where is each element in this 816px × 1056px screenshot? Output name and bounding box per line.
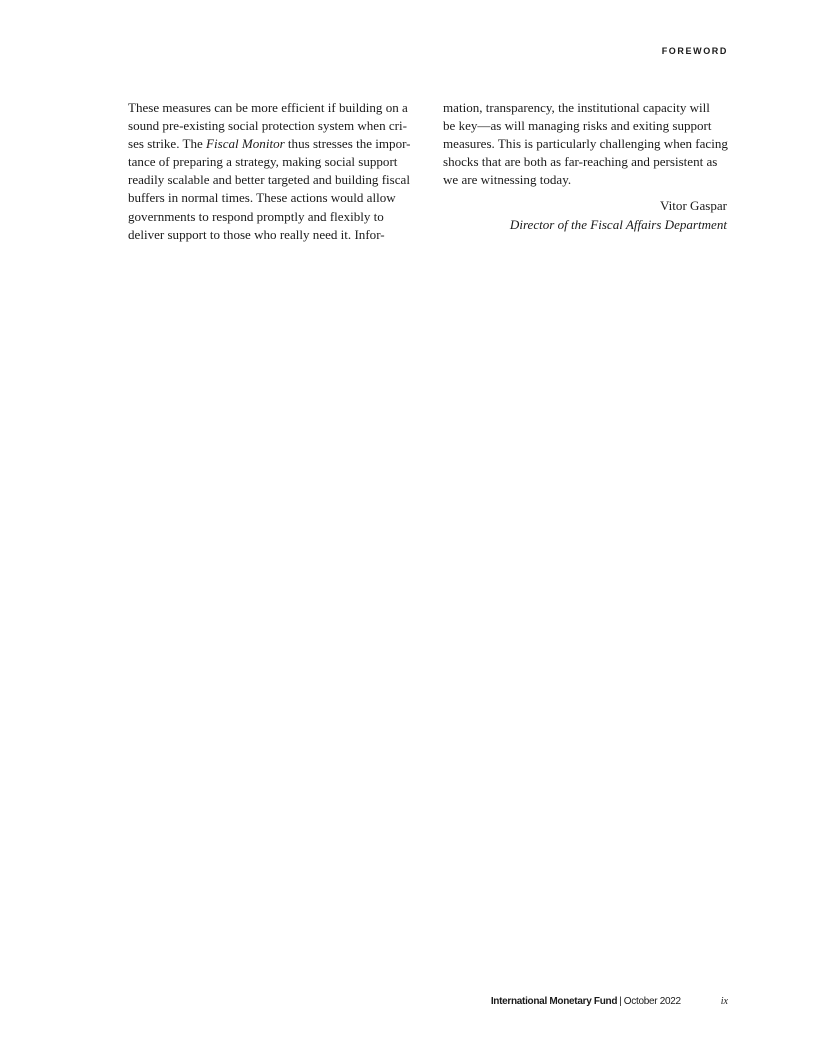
footer-date: October 2022 [623,996,681,1007]
page-number: ix [720,996,728,1007]
footer-organization: International Monetary Fund [490,996,618,1007]
signatory-name: Vitor Gaspar [660,198,727,214]
text-line [128,135,412,153]
text-line: governments to respond promptly and flexibly to [128,208,384,224]
text-line: mation, transparency, the institutional capacity will [443,100,710,115]
text-span: ses strike. The [128,136,207,152]
text-line: be key—as will managing risks and exiting support [443,118,712,134]
text-line: sound pre-existing social protection system when cri- [128,118,407,134]
publication-title: Fiscal Monitor [206,136,285,152]
signatory-title: Director of the Fiscal Affairs Department [509,216,727,232]
signature-block [443,197,727,233]
text-line: buffers in normal times. These actions would allow [128,190,396,206]
body-text-right-column [443,99,727,234]
text-line: measures. This is particularly challenging when facing [443,136,728,152]
text-line: These measures can be more efficient if building on a [128,100,408,115]
text-line: deliver support to those who really need it. Infor- [128,226,385,242]
text-line: readily scalable and better targeted and building fiscal [128,172,410,188]
text-span: thus stresses the impor- [284,136,411,152]
page-footer [491,996,728,1007]
body-text-left-column [128,99,412,244]
footer-separator: | [619,996,622,1007]
running-head: FOREWORD [661,46,728,56]
text-line: shocks that are both as far-reaching and persistent as [443,154,718,170]
text-line: tance of preparing a strategy, making social support [128,154,398,170]
text-line: we are witnessing today. [443,172,572,188]
